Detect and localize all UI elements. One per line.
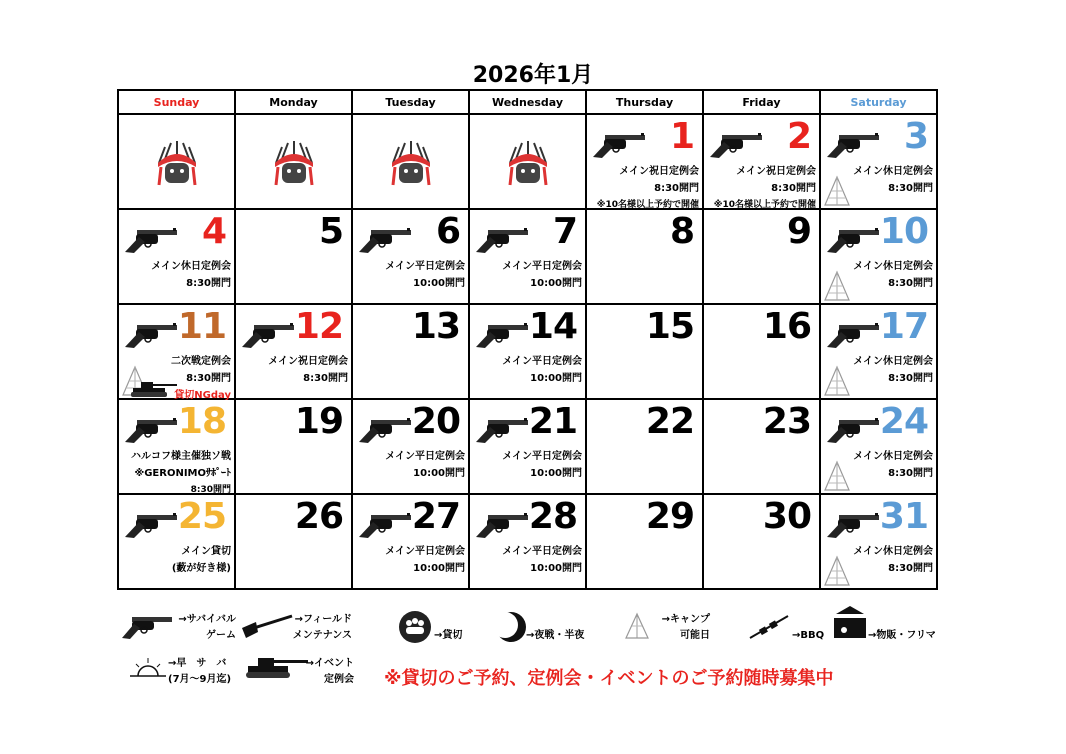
revolver-icon bbox=[823, 224, 881, 258]
day-cell-4[interactable] bbox=[118, 209, 235, 304]
day-number: 18 bbox=[177, 401, 226, 442]
event-line: 8:30開門 bbox=[888, 183, 933, 194]
day-number: 25 bbox=[177, 496, 226, 537]
tank-icon bbox=[244, 656, 308, 680]
week-row bbox=[118, 399, 937, 494]
event-line: 8:30開門 bbox=[190, 485, 231, 495]
day-cell-21[interactable] bbox=[469, 399, 586, 494]
day-number: 10 bbox=[879, 211, 928, 252]
event-details bbox=[268, 353, 348, 387]
event-line: メイン貸切 bbox=[181, 546, 231, 557]
crescent-moon-icon bbox=[494, 610, 528, 644]
day-number: 19 bbox=[294, 401, 343, 442]
event-details bbox=[853, 448, 933, 482]
event-details bbox=[171, 353, 231, 404]
day-cell-30[interactable] bbox=[703, 494, 820, 589]
calendar-body bbox=[118, 114, 937, 589]
legend-early-1: →早 サ バ bbox=[168, 658, 227, 669]
weekday-header-saturday: Saturday bbox=[820, 90, 937, 114]
legend-night: →夜戦・半夜 bbox=[526, 630, 585, 641]
chief-icon bbox=[389, 141, 433, 191]
revolver-icon bbox=[823, 129, 881, 163]
weekday-header-wednesday: Wednesday bbox=[469, 90, 586, 114]
weekday-header-friday: Friday bbox=[703, 90, 820, 114]
day-number: 1 bbox=[669, 116, 694, 157]
weekday-header-monday: Monday bbox=[235, 90, 352, 114]
revolver-icon bbox=[121, 414, 179, 448]
day-number: 13 bbox=[411, 306, 460, 347]
legend-bbq: →BBQ bbox=[792, 630, 825, 641]
revolver-icon bbox=[823, 319, 881, 353]
legend-shop: →物販・フリマ bbox=[868, 630, 936, 641]
day-cell-28[interactable] bbox=[469, 494, 586, 589]
day-cell-16[interactable] bbox=[703, 304, 820, 399]
event-details bbox=[853, 543, 933, 577]
day-number: 24 bbox=[879, 401, 928, 442]
day-number: 28 bbox=[528, 496, 577, 537]
chief-icon bbox=[155, 141, 199, 191]
event-line: 8:30開門 bbox=[888, 278, 933, 289]
legend-survival-2: ゲーム bbox=[206, 630, 236, 641]
day-number: 12 bbox=[294, 306, 343, 347]
day-cell-19[interactable] bbox=[235, 399, 352, 494]
legend-survival-1: →サバイバル bbox=[178, 614, 236, 625]
legend-rental: →貸切 bbox=[434, 630, 463, 641]
day-cell-23[interactable] bbox=[703, 399, 820, 494]
legend-event-1: →イベント bbox=[305, 658, 354, 669]
rental-ng-badge: 貸切NGday bbox=[174, 390, 231, 401]
day-cell-18[interactable] bbox=[118, 399, 235, 494]
event-line: メイン祝日定例会 bbox=[736, 166, 816, 177]
bbq-skewer-icon bbox=[748, 612, 790, 642]
tent-icon bbox=[823, 175, 851, 211]
reservation-notice: ※貸切のご予約、定例会・イベントのご予約随時募集中 bbox=[384, 668, 834, 689]
empty-day-cell[interactable] bbox=[469, 114, 586, 209]
week-row bbox=[118, 304, 937, 399]
event-line: 10:00開門 bbox=[413, 468, 465, 479]
weekday-header-tuesday: Tuesday bbox=[352, 90, 469, 114]
day-cell-26[interactable] bbox=[235, 494, 352, 589]
event-line: 10:00開門 bbox=[413, 278, 465, 289]
revolver-icon bbox=[472, 319, 530, 353]
event-line: メイン平日定例会 bbox=[502, 451, 582, 462]
revolver-icon bbox=[121, 319, 179, 353]
event-line: 10:00開門 bbox=[530, 278, 582, 289]
day-number: 27 bbox=[411, 496, 460, 537]
event-line: ※10名様以上予約で開催 bbox=[596, 200, 699, 210]
event-details bbox=[502, 448, 582, 482]
event-line: 10:00開門 bbox=[530, 468, 582, 479]
day-cell-10[interactable] bbox=[820, 209, 937, 304]
revolver-icon bbox=[121, 509, 179, 543]
event-line: メイン休日定例会 bbox=[853, 451, 933, 462]
day-cell-12[interactable] bbox=[235, 304, 352, 399]
day-number: 26 bbox=[294, 496, 343, 537]
day-cell-8[interactable] bbox=[586, 209, 703, 304]
revolver-icon bbox=[472, 509, 530, 543]
event-line: 8:30開門 bbox=[888, 373, 933, 384]
event-details bbox=[597, 163, 699, 214]
day-cell-14[interactable] bbox=[469, 304, 586, 399]
day-cell-13[interactable] bbox=[352, 304, 469, 399]
day-number: 6 bbox=[435, 211, 460, 252]
week-row bbox=[118, 494, 937, 589]
empty-day-cell[interactable] bbox=[235, 114, 352, 209]
event-details bbox=[714, 163, 816, 214]
day-number: 7 bbox=[552, 211, 577, 252]
event-line: メイン平日定例会 bbox=[502, 261, 582, 272]
day-cell-15[interactable] bbox=[586, 304, 703, 399]
event-details bbox=[853, 353, 933, 387]
tent-icon bbox=[823, 365, 851, 401]
tent-icon bbox=[823, 555, 851, 591]
event-details bbox=[385, 543, 465, 577]
event-line: メイン平日定例会 bbox=[385, 546, 465, 557]
day-number: 3 bbox=[903, 116, 928, 157]
event-line: ハルコフ様主催独ソ戦 bbox=[131, 451, 231, 462]
event-line: ※10名様以上予約で開催 bbox=[713, 200, 816, 210]
day-cell-25[interactable] bbox=[118, 494, 235, 589]
revolver-icon bbox=[706, 129, 764, 163]
day-cell-2[interactable] bbox=[703, 114, 820, 209]
event-line: 8:30開門 bbox=[303, 373, 348, 384]
tent-icon bbox=[823, 270, 851, 306]
day-number: 5 bbox=[318, 211, 343, 252]
day-number: 31 bbox=[879, 496, 928, 537]
revolver-icon bbox=[355, 414, 413, 448]
weekday-header-row bbox=[118, 90, 937, 114]
chief-icon bbox=[272, 141, 316, 191]
weekday-header-thursday: Thursday bbox=[586, 90, 703, 114]
revolver-icon bbox=[238, 319, 296, 353]
legend-camp-2: 可能日 bbox=[680, 630, 710, 641]
day-number: 4 bbox=[201, 211, 226, 252]
event-line: 8:30開門 bbox=[186, 373, 231, 384]
legend-field-1: →フィールド bbox=[294, 614, 352, 625]
week-row bbox=[118, 209, 937, 304]
event-details bbox=[853, 258, 933, 292]
event-details bbox=[502, 543, 582, 577]
event-line: メイン平日定例会 bbox=[502, 356, 582, 367]
revolver-icon bbox=[118, 612, 174, 640]
day-number: 2 bbox=[786, 116, 811, 157]
event-details bbox=[385, 448, 465, 482]
event-details bbox=[131, 448, 231, 499]
revolver-icon bbox=[823, 414, 881, 448]
event-line: メイン平日定例会 bbox=[502, 546, 582, 557]
day-number: 20 bbox=[411, 401, 460, 442]
day-number: 11 bbox=[177, 306, 226, 347]
legend-camp-1: →キャンプ bbox=[661, 614, 710, 625]
event-line: 8:30開門 bbox=[888, 468, 933, 479]
event-line: 8:30開門 bbox=[888, 563, 933, 574]
tent-icon bbox=[823, 460, 851, 496]
day-cell-22[interactable] bbox=[586, 399, 703, 494]
day-cell-7[interactable] bbox=[469, 209, 586, 304]
calendar-title: 2026年1月 bbox=[472, 63, 594, 88]
event-details bbox=[151, 258, 231, 292]
tent-icon bbox=[624, 612, 650, 640]
revolver-icon bbox=[589, 129, 647, 163]
event-line: 10:00開門 bbox=[413, 563, 465, 574]
day-number: 15 bbox=[645, 306, 694, 347]
event-details bbox=[385, 258, 465, 292]
day-number: 23 bbox=[762, 401, 811, 442]
revolver-icon bbox=[355, 224, 413, 258]
day-cell-6[interactable] bbox=[352, 209, 469, 304]
day-cell-11[interactable] bbox=[118, 304, 235, 399]
day-number: 9 bbox=[786, 211, 811, 252]
day-cell-9[interactable] bbox=[703, 209, 820, 304]
event-line: 10:00開門 bbox=[530, 563, 582, 574]
event-line: (藪が好き様) bbox=[171, 563, 231, 574]
group-circle-icon bbox=[398, 610, 432, 644]
event-line: メイン祝日定例会 bbox=[619, 166, 699, 177]
event-line: 8:30開門 bbox=[186, 278, 231, 289]
empty-day-cell[interactable] bbox=[352, 114, 469, 209]
day-cell-17[interactable] bbox=[820, 304, 937, 399]
event-line: メイン休日定例会 bbox=[853, 166, 933, 177]
day-cell-3[interactable] bbox=[820, 114, 937, 209]
day-number: 14 bbox=[528, 306, 577, 347]
weekday-header-sunday: Sunday bbox=[118, 90, 235, 114]
revolver-icon bbox=[823, 509, 881, 543]
day-cell-1[interactable] bbox=[586, 114, 703, 209]
day-number: 22 bbox=[645, 401, 694, 442]
event-line: 10:00開門 bbox=[530, 373, 582, 384]
day-cell-20[interactable] bbox=[352, 399, 469, 494]
day-number: 30 bbox=[762, 496, 811, 537]
revolver-icon bbox=[472, 224, 530, 258]
day-number: 21 bbox=[528, 401, 577, 442]
event-details bbox=[502, 353, 582, 387]
day-cell-24[interactable] bbox=[820, 399, 937, 494]
legend-early-2: (7月～9月迄) bbox=[168, 674, 232, 685]
event-line: 8:30開門 bbox=[771, 183, 816, 194]
day-cell-27[interactable] bbox=[352, 494, 469, 589]
revolver-icon bbox=[472, 414, 530, 448]
week-row bbox=[118, 114, 937, 209]
event-line: メイン休日定例会 bbox=[853, 546, 933, 557]
day-number: 8 bbox=[669, 211, 694, 252]
legend-field-2: メンテナンス bbox=[292, 630, 352, 641]
event-details bbox=[502, 258, 582, 292]
event-line: ※GERONIMOｻﾎﾟｰﾄ bbox=[134, 468, 231, 479]
day-number: 16 bbox=[762, 306, 811, 347]
chief-icon bbox=[506, 141, 550, 191]
market-stall-icon bbox=[830, 604, 870, 642]
legend-event-2: 定例会 bbox=[324, 674, 354, 685]
event-line: メイン休日定例会 bbox=[853, 261, 933, 272]
day-cell-31[interactable] bbox=[820, 494, 937, 589]
day-cell-5[interactable] bbox=[235, 209, 352, 304]
sunrise-icon bbox=[128, 656, 168, 680]
event-line: 二次戦定例会 bbox=[171, 356, 231, 367]
event-line: メイン平日定例会 bbox=[385, 261, 465, 272]
event-line: メイン休日定例会 bbox=[853, 356, 933, 367]
event-line: メイン休日定例会 bbox=[151, 261, 231, 272]
revolver-icon bbox=[355, 509, 413, 543]
event-details bbox=[853, 163, 933, 197]
revolver-icon bbox=[121, 224, 179, 258]
shovel-icon bbox=[240, 612, 296, 640]
day-number: 17 bbox=[879, 306, 928, 347]
empty-day-cell[interactable] bbox=[118, 114, 235, 209]
event-details bbox=[172, 543, 231, 577]
event-line: メイン平日定例会 bbox=[385, 451, 465, 462]
event-line: 8:30開門 bbox=[654, 183, 699, 194]
day-cell-29[interactable] bbox=[586, 494, 703, 589]
day-number: 29 bbox=[645, 496, 694, 537]
event-line: メイン祝日定例会 bbox=[268, 356, 348, 367]
calendar-grid bbox=[117, 89, 938, 590]
